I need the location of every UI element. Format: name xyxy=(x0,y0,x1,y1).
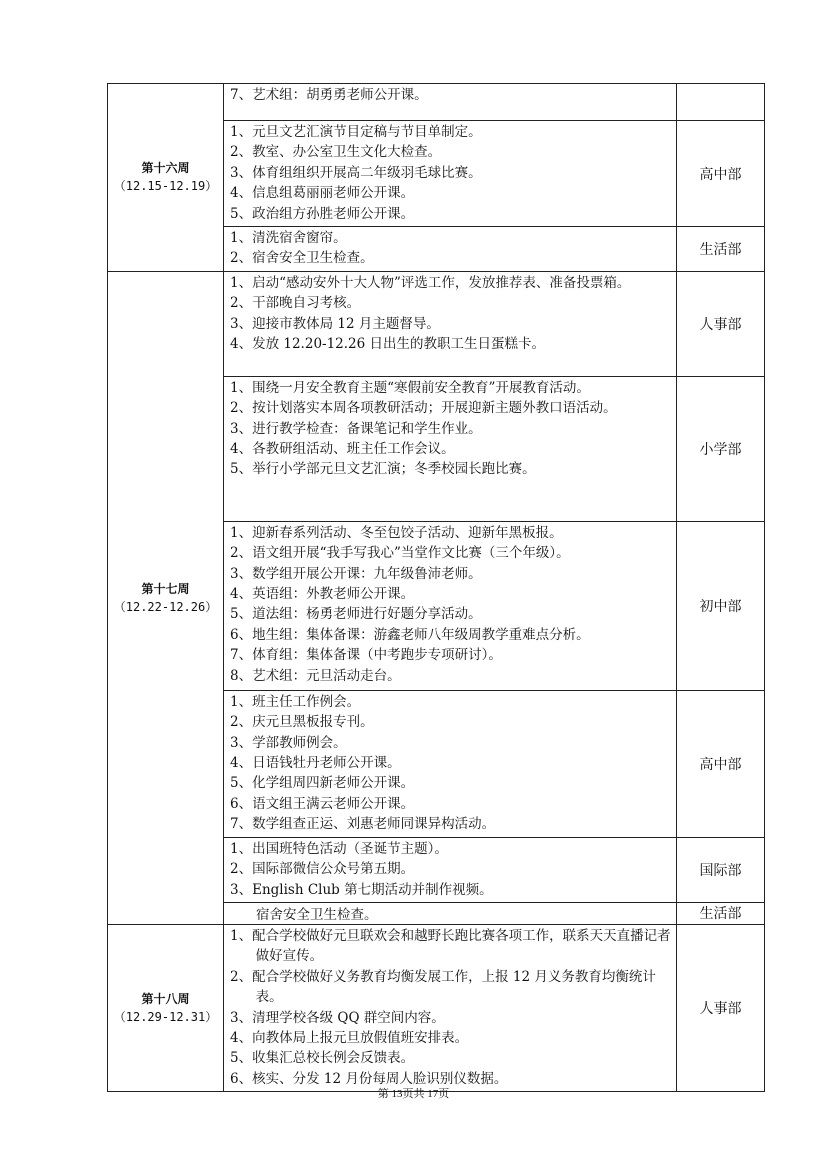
list-item: 2、语文组开展“我手写我心”当堂作文比赛（三个年级）。 xyxy=(230,545,570,562)
items-cell xyxy=(224,521,677,690)
list-item: 3、进行教学检查：备课笔记和学生作业。 xyxy=(230,420,482,437)
dept-cell: 国际部 xyxy=(677,837,765,902)
items-cell xyxy=(224,376,677,521)
list-item: 4、各教研组活动、班主任工作会议。 xyxy=(230,441,455,458)
list-item: 7、体育组：集体备课（中考跑步专项研讨）。 xyxy=(230,647,502,664)
list-item: 3、English Club 第七期活动并制作视频。 xyxy=(230,881,493,898)
week-name: 第十六周 xyxy=(141,161,190,176)
table-row xyxy=(108,84,765,121)
list-item: 3、迎接市教体局 12 月主题督导。 xyxy=(230,315,440,332)
items-cell xyxy=(224,227,677,272)
items-cell: 宿舍安全卫生检查。 xyxy=(224,902,677,924)
week-name: 第十八周 xyxy=(141,992,190,1007)
week-dates: （12.15-12.19） xyxy=(113,179,218,194)
list-item: 1、出国班特色活动（圣诞节主题）。 xyxy=(230,840,448,857)
list-item: 1、配合学校做好元旦联欢会和越野长跑比赛各项工作，联系天天直播记者做好宣传。 xyxy=(230,927,671,965)
list-item: 8、艺术组：元旦活动走台。 xyxy=(230,667,401,684)
table-row xyxy=(108,924,765,1091)
list-item: 2、干部晚自习考核。 xyxy=(230,295,361,312)
list-item: 7、数学组查正运、刘惠老师同课异构活动。 xyxy=(230,816,496,833)
list-item: 3、体育组组织开展高二年级羽毛球比赛。 xyxy=(230,164,482,181)
list-item: 4、日语钱牡丹老师公开课。 xyxy=(230,755,401,772)
list-item: 4、向教体局上报元旦放假值班安排表。 xyxy=(230,1029,469,1046)
dept-cell: 人事部 xyxy=(677,271,765,376)
items-cell xyxy=(224,121,677,227)
list-item: 4、发放 12.20-12.26 日出生的教职工生日蛋糕卡。 xyxy=(230,336,546,353)
dept-cell: 小学部 xyxy=(677,376,765,521)
week-cell xyxy=(108,271,224,924)
list-item: 6、地生组：集体备课：游鑫老师八年级周教学重难点分析。 xyxy=(230,626,590,643)
list-item: 1、启动“感动安外十大人物”评选工作，发放推荐表、准备投票箱。 xyxy=(230,274,631,291)
schedule-table xyxy=(107,83,765,1092)
dept-cell xyxy=(677,84,765,121)
list-item: 2、按计划落实本周各项教研活动；开展迎新主题外教口语活动。 xyxy=(230,400,617,417)
dept-cell: 高中部 xyxy=(677,121,765,227)
list-item: 7、艺术组：胡勇勇老师公开课。 xyxy=(230,87,428,103)
dept-cell: 初中部 xyxy=(677,521,765,690)
week-cell xyxy=(108,84,224,272)
list-item: 2、国际部微信公众号第五期。 xyxy=(230,861,415,878)
dept-cell: 生活部 xyxy=(677,227,765,272)
page-footer: 第 13页共 17页 xyxy=(377,1088,450,1100)
items-cell xyxy=(224,84,677,121)
list-item: 4、信息组葛丽丽老师公开课。 xyxy=(230,185,415,202)
dept-cell: 人事部 xyxy=(677,924,765,1091)
list-item: 6、核实、分发 12 月份每周人脸识别仪数据。 xyxy=(230,1070,508,1087)
list-item: 1、迎新春系列活动、冬至包饺子活动、迎新年黑板报。 xyxy=(230,524,563,541)
week-cell xyxy=(108,924,224,1091)
list-item: 3、数学组开展公开课：九年级鲁沛老师。 xyxy=(230,565,482,582)
list-item: 3、学部教师例会。 xyxy=(230,734,347,751)
items-cell xyxy=(224,924,677,1091)
list-item: 5、举行小学部元旦文艺汇演；冬季校园长跑比赛。 xyxy=(230,461,536,478)
list-item: 5、收集汇总校长例会反馈表。 xyxy=(230,1050,415,1067)
list-item: 3、清理学校各级 QQ 群空间内容。 xyxy=(230,1009,445,1026)
list-item: 2、庆元旦黑板报专刊。 xyxy=(230,714,374,731)
items-cell xyxy=(224,690,677,837)
items-cell xyxy=(224,271,677,376)
list-item: 6、语文组王满云老师公开课。 xyxy=(230,795,415,812)
list-item: 5、化学组周四新老师公开课。 xyxy=(230,775,415,792)
dept-cell: 高中部 xyxy=(677,690,765,837)
list-item: 2、宿舍安全卫生检查。 xyxy=(230,250,374,267)
list-item: 4、英语组：外教老师公开课。 xyxy=(230,586,415,603)
week-dates: （12.29-12.31） xyxy=(113,1010,218,1025)
items-cell xyxy=(224,837,677,902)
week-name: 第十七周 xyxy=(141,581,190,596)
list-item: 5、政治组方孙胜老师公开课。 xyxy=(230,205,415,222)
list-item: 1、班主任工作例会。 xyxy=(230,693,361,710)
dept-cell: 生活部 xyxy=(677,902,765,924)
list-item: 1、清洗宿舍窗帘。 xyxy=(230,230,347,247)
table-row xyxy=(108,271,765,376)
list-item: 1、围绕一月安全教育主题“寒假前安全教育”开展教育活动。 xyxy=(230,379,590,396)
list-item: 2、教室、办公室卫生文化大检查。 xyxy=(230,144,442,161)
list-item: 2、配合学校做好义务教育均衡发展工作，上报 12 月义务教育均衡统计表。 xyxy=(230,968,656,1006)
list-item: 1、元旦文艺汇演节目定稿与节目单制定。 xyxy=(230,124,482,140)
list-item: 5、道法组：杨勇老师进行好题分享活动。 xyxy=(230,606,482,623)
week-dates: （12.22-12.26） xyxy=(113,599,218,614)
